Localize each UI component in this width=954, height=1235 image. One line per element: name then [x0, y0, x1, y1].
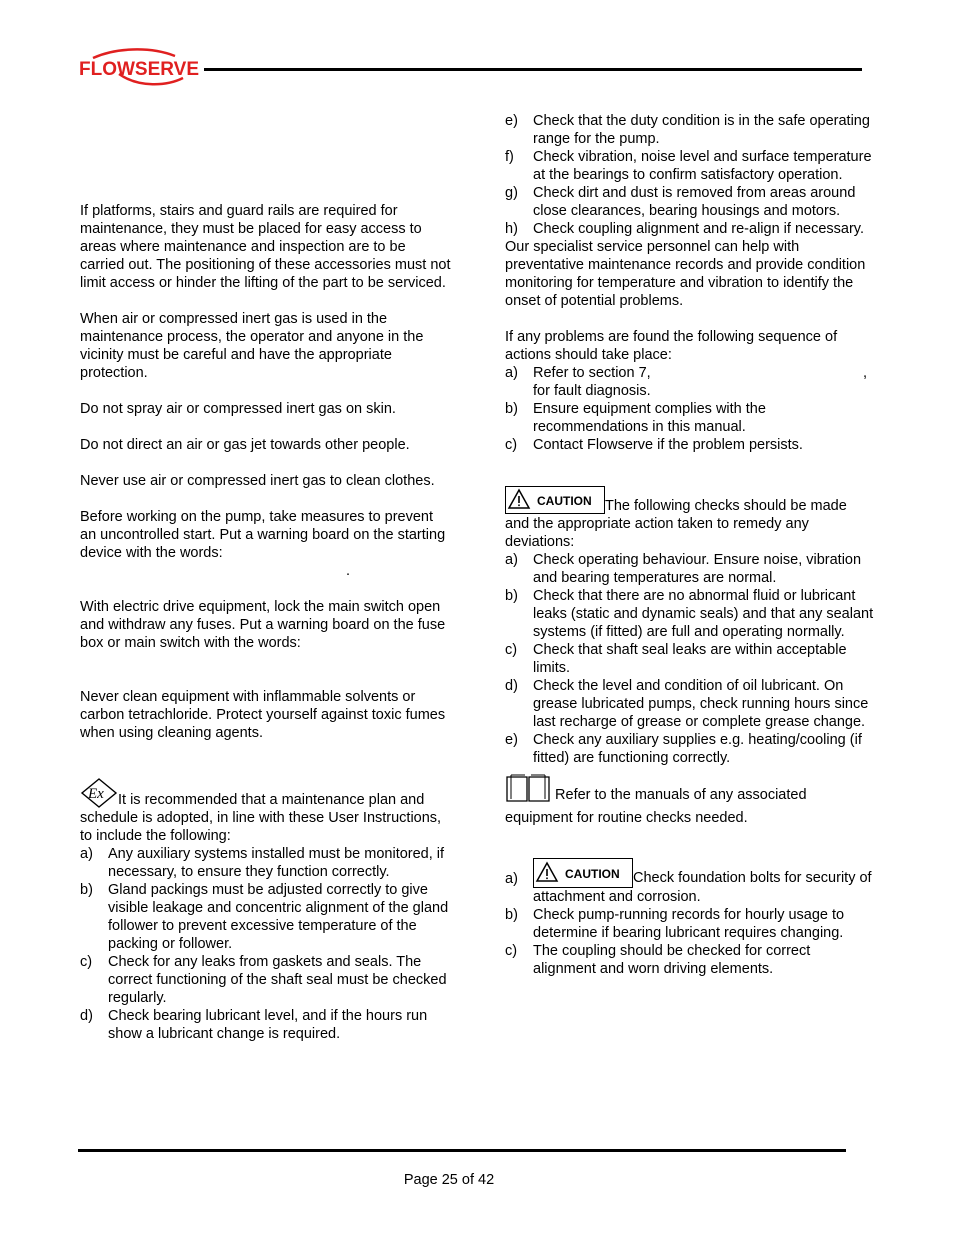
solvents-paragraph: Never clean equipment with inflammable solvents or carbon tetrachloride. Protect yourself against toxic fumes when using cleaning agents.: [80, 689, 446, 741]
list-item: a) Check operating behaviour. Ensure noise, vibration and bearing temperatures are normal.: [505, 552, 862, 586]
list-item: d) Check bearing lubricant level, and if the hours run show a lubricant change is required.: [80, 1008, 428, 1042]
left-column: [80, 202, 452, 1043]
list-item: c) Contact Flowserve if the problem persists.: [505, 437, 803, 453]
list-item: b) Check that there are no abnormal fluid or lubricant leaks (static and dynamic seals) and that any sealant systems (if fitted) are full and operating normally.: [505, 588, 874, 640]
platforms-paragraph: If platforms, stairs and guard rails are required for maintenance, they must be placed for easy access to areas where maintenance and inspection are to be carried out. The positioning of these accessories must not limit access or hinder the lifting of the part to be serviced.: [80, 203, 451, 291]
footer-rule: [78, 1149, 846, 1152]
list-item: c) Check for any leaks from gaskets and seals. The correct functioning of the shaft seal must be checked regularly.: [80, 954, 447, 1006]
svg-text:Ex: Ex: [88, 786, 104, 802]
no-clean-clothes-paragraph: Never use air or compressed inert gas to clean clothes.: [80, 473, 435, 489]
list-item: b) Gland packings must be adjusted correctly to give visible leakage and concentric alignment of the gland follower to prevent excessive temperature of the packing or follower.: [80, 882, 449, 952]
list-item: a) Refer to section 7, , for fault diagnosis.: [505, 365, 867, 399]
book-icon: [505, 773, 551, 805]
list-item: g) Check dirt and dust is removed from areas around close clearances, bearing housings and motors.: [505, 185, 856, 219]
list-item: c) The coupling should be checked for correct alignment and worn driving elements.: [505, 943, 811, 977]
right-column: [505, 112, 875, 978]
caution-icon: [533, 858, 633, 888]
list-item: b) Check pump-running records for hourly usage to determine if bearing lubricant requires changing.: [505, 907, 845, 941]
no-jet-people-paragraph: Do not direct an air or gas jet towards other people.: [80, 437, 410, 453]
maintenance-plan-paragraph: Ex It is recommended that a maintenance plan and schedule is adopted, in line with these User Instructions, to include the following:: [80, 778, 452, 845]
caution-checks-paragraph: CAUTION The following checks should be made and the appropriate action taken to remedy any deviations:: [505, 486, 875, 551]
list-item: a) Any auxiliary systems installed must be monitored, if necessary, to ensure they function correctly.: [80, 846, 445, 880]
list-item: e) Check any auxiliary supplies e.g. heating/cooling (if fitted) are functioning correctly.: [505, 732, 862, 766]
list-item: e) Check that the duty condition is in the safe operating range for the pump.: [505, 113, 870, 147]
uncontrolled-start-paragraph: Before working on the pump, take measures to prevent an uncontrolled start. Put a warning board on the starting device with the words:: [80, 509, 446, 561]
service-personnel-paragraph: Our specialist service personnel can help with preventative maintenance records and provide condition monitoring for temperature and vibration to identify the onset of potential problems.: [505, 239, 866, 309]
list-item: d) Check the level and condition of oil lubricant. On grease lubricated pumps, check running hours since last recharge of grease or complete grease change.: [505, 678, 869, 730]
electric-drive-paragraph: With electric drive equipment, lock the main switch open and withdraw any fuses. Put a warning board on the fuse box or main switch with the words:: [80, 599, 446, 651]
no-spray-skin-paragraph: Do not spray air or compressed inert gas on skin.: [80, 401, 396, 417]
warning-words-line: .: [346, 563, 351, 579]
header-rule: [204, 68, 862, 71]
ex-atex-icon: [80, 778, 118, 808]
page-number: Page 25 of 42: [403, 1172, 495, 1188]
caution-icon: [505, 486, 605, 514]
svg-text:CAUTION: CAUTION: [537, 494, 592, 508]
list-item: c) Check that shaft seal leaks are within acceptable limits.: [505, 642, 847, 676]
compressed-gas-paragraph: When air or compressed inert gas is used in the maintenance process, the operator and anyone in the vicinity must be careful and have the appropriate protection.: [80, 311, 424, 381]
flowserve-logo: [79, 44, 199, 90]
svg-text:CAUTION: CAUTION: [565, 867, 620, 881]
list-item: a) CAUTION Check foundation bolts for security of attachment and corrosion.: [505, 858, 875, 906]
svg-text:FLOWSERVE: FLOWSERVE: [79, 59, 199, 80]
list-item: h) Check coupling alignment and re-align if necessary.: [505, 221, 864, 237]
list-item: f) Check vibration, noise level and surface temperature at the bearings to confirm satisfactory operation.: [505, 149, 872, 183]
list-item: b) Ensure equipment complies with the recommendations in this manual.: [505, 401, 766, 435]
refer-manuals-paragraph: Refer to the manuals of any associated equipment for routine checks needed.: [505, 773, 875, 830]
problems-sequence-paragraph: If any problems are found the following sequence of actions should take place:: [505, 329, 838, 363]
